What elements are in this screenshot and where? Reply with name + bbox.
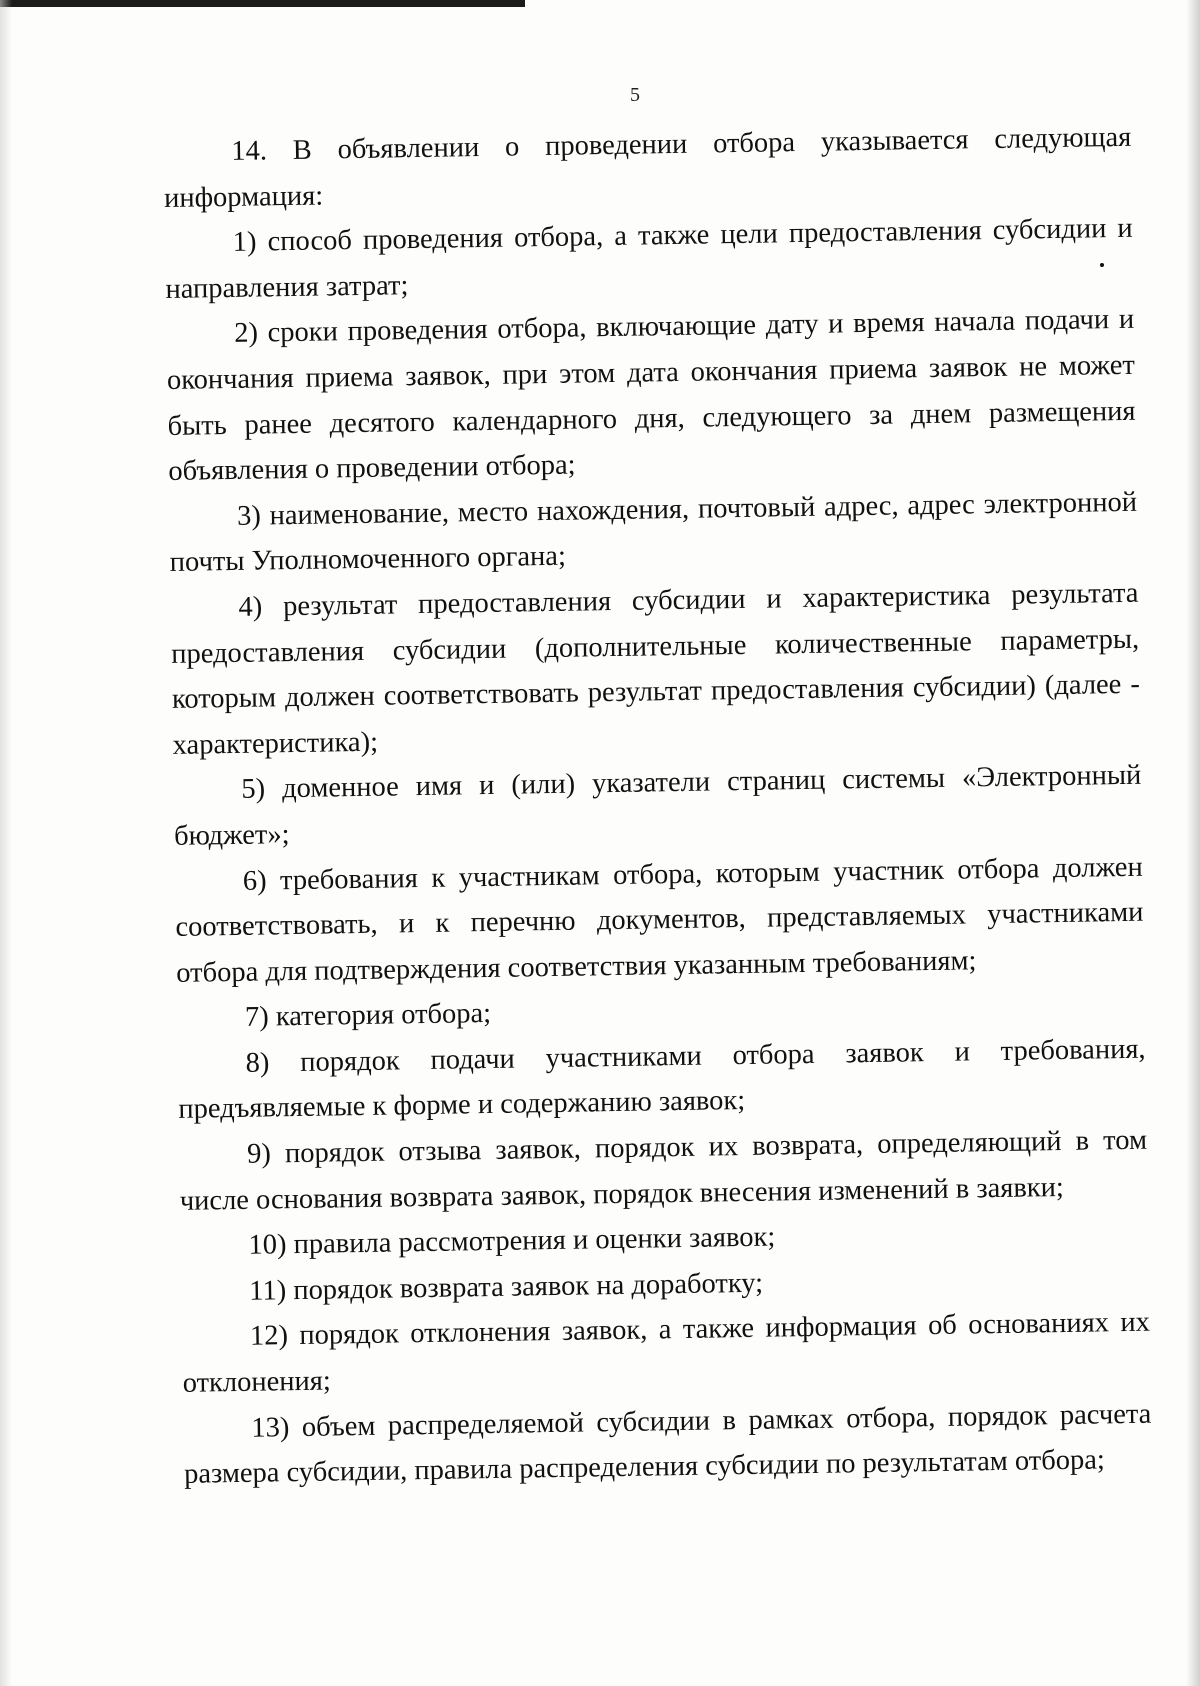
list-item-12: 12) порядок отклонения заявок, а также информация об основаниях их отклонения; [182, 1307, 1151, 1399]
list-item-2: 2) сроки проведения отбора, включающие дату и время начала подачи и окончания приема заявок, при этом дата окончания приема заявок не может быть ранее десятого календарного дня, следующего за днем размещения объявления о проведении отбора; [166, 304, 1136, 488]
list-item-3: 3) наименование, место нахождения, почтовый адрес, адрес электронной почты Уполномоченного органа; [169, 486, 1138, 579]
list-item-6: 6) требования к участникам отбора, которым участник отбора должен соответствовать, и к перечню документов, представляемых участниками отбора для подтверждения соответствия указанным требованиям; [175, 851, 1144, 989]
scan-edge-right [1186, 0, 1200, 1686]
list-item-7: 7) категория отбора; [244, 998, 492, 1034]
page-number: 5 [630, 84, 640, 106]
list-item-5: 5) доменное имя и (или) указатели страниц системы «Электронный бюджет»; [173, 760, 1142, 852]
list-item-11: 11) порядок возврата заявок на доработку; [249, 1267, 764, 1307]
paragraph-14-intro: 14. В объявлении о проведении отбора указывается следующая информация: [163, 121, 1132, 214]
list-item-1: 1) способ проведения отбора, а также цели предоставления субсидии и направления затрат; [165, 212, 1133, 305]
list-item-4: 4) результат предоставления субсидии и характеристика результата предоставления субсидии (дополнительные количественные параметры, которым должен соответствовать результат предоставления субсидии) (далее - характеристика); [170, 577, 1141, 761]
list-item-10: 10) правила рассмотрения и оценки заявок; [248, 1221, 776, 1262]
top-border-line [0, 0, 525, 7]
list-item-8: 8) порядок подачи участниками отбора заявок и требования, предъявляемые к форме и содержанию заявок; [178, 1033, 1146, 1126]
list-item-9: 9) порядок отзыва заявок, порядок их возврата, определяющий в том числе основания возврата заявок, порядок внесения изменений в заявки; [179, 1124, 1148, 1217]
document-body [163, 115, 1152, 1498]
scan-edge-left [0, 0, 12, 1686]
list-item-13: 13) объем распределяемой субсидии в рамках отбора, порядок расчета размера субсидии, правила распределения субсидии по результатам отбора; [183, 1398, 1152, 1491]
